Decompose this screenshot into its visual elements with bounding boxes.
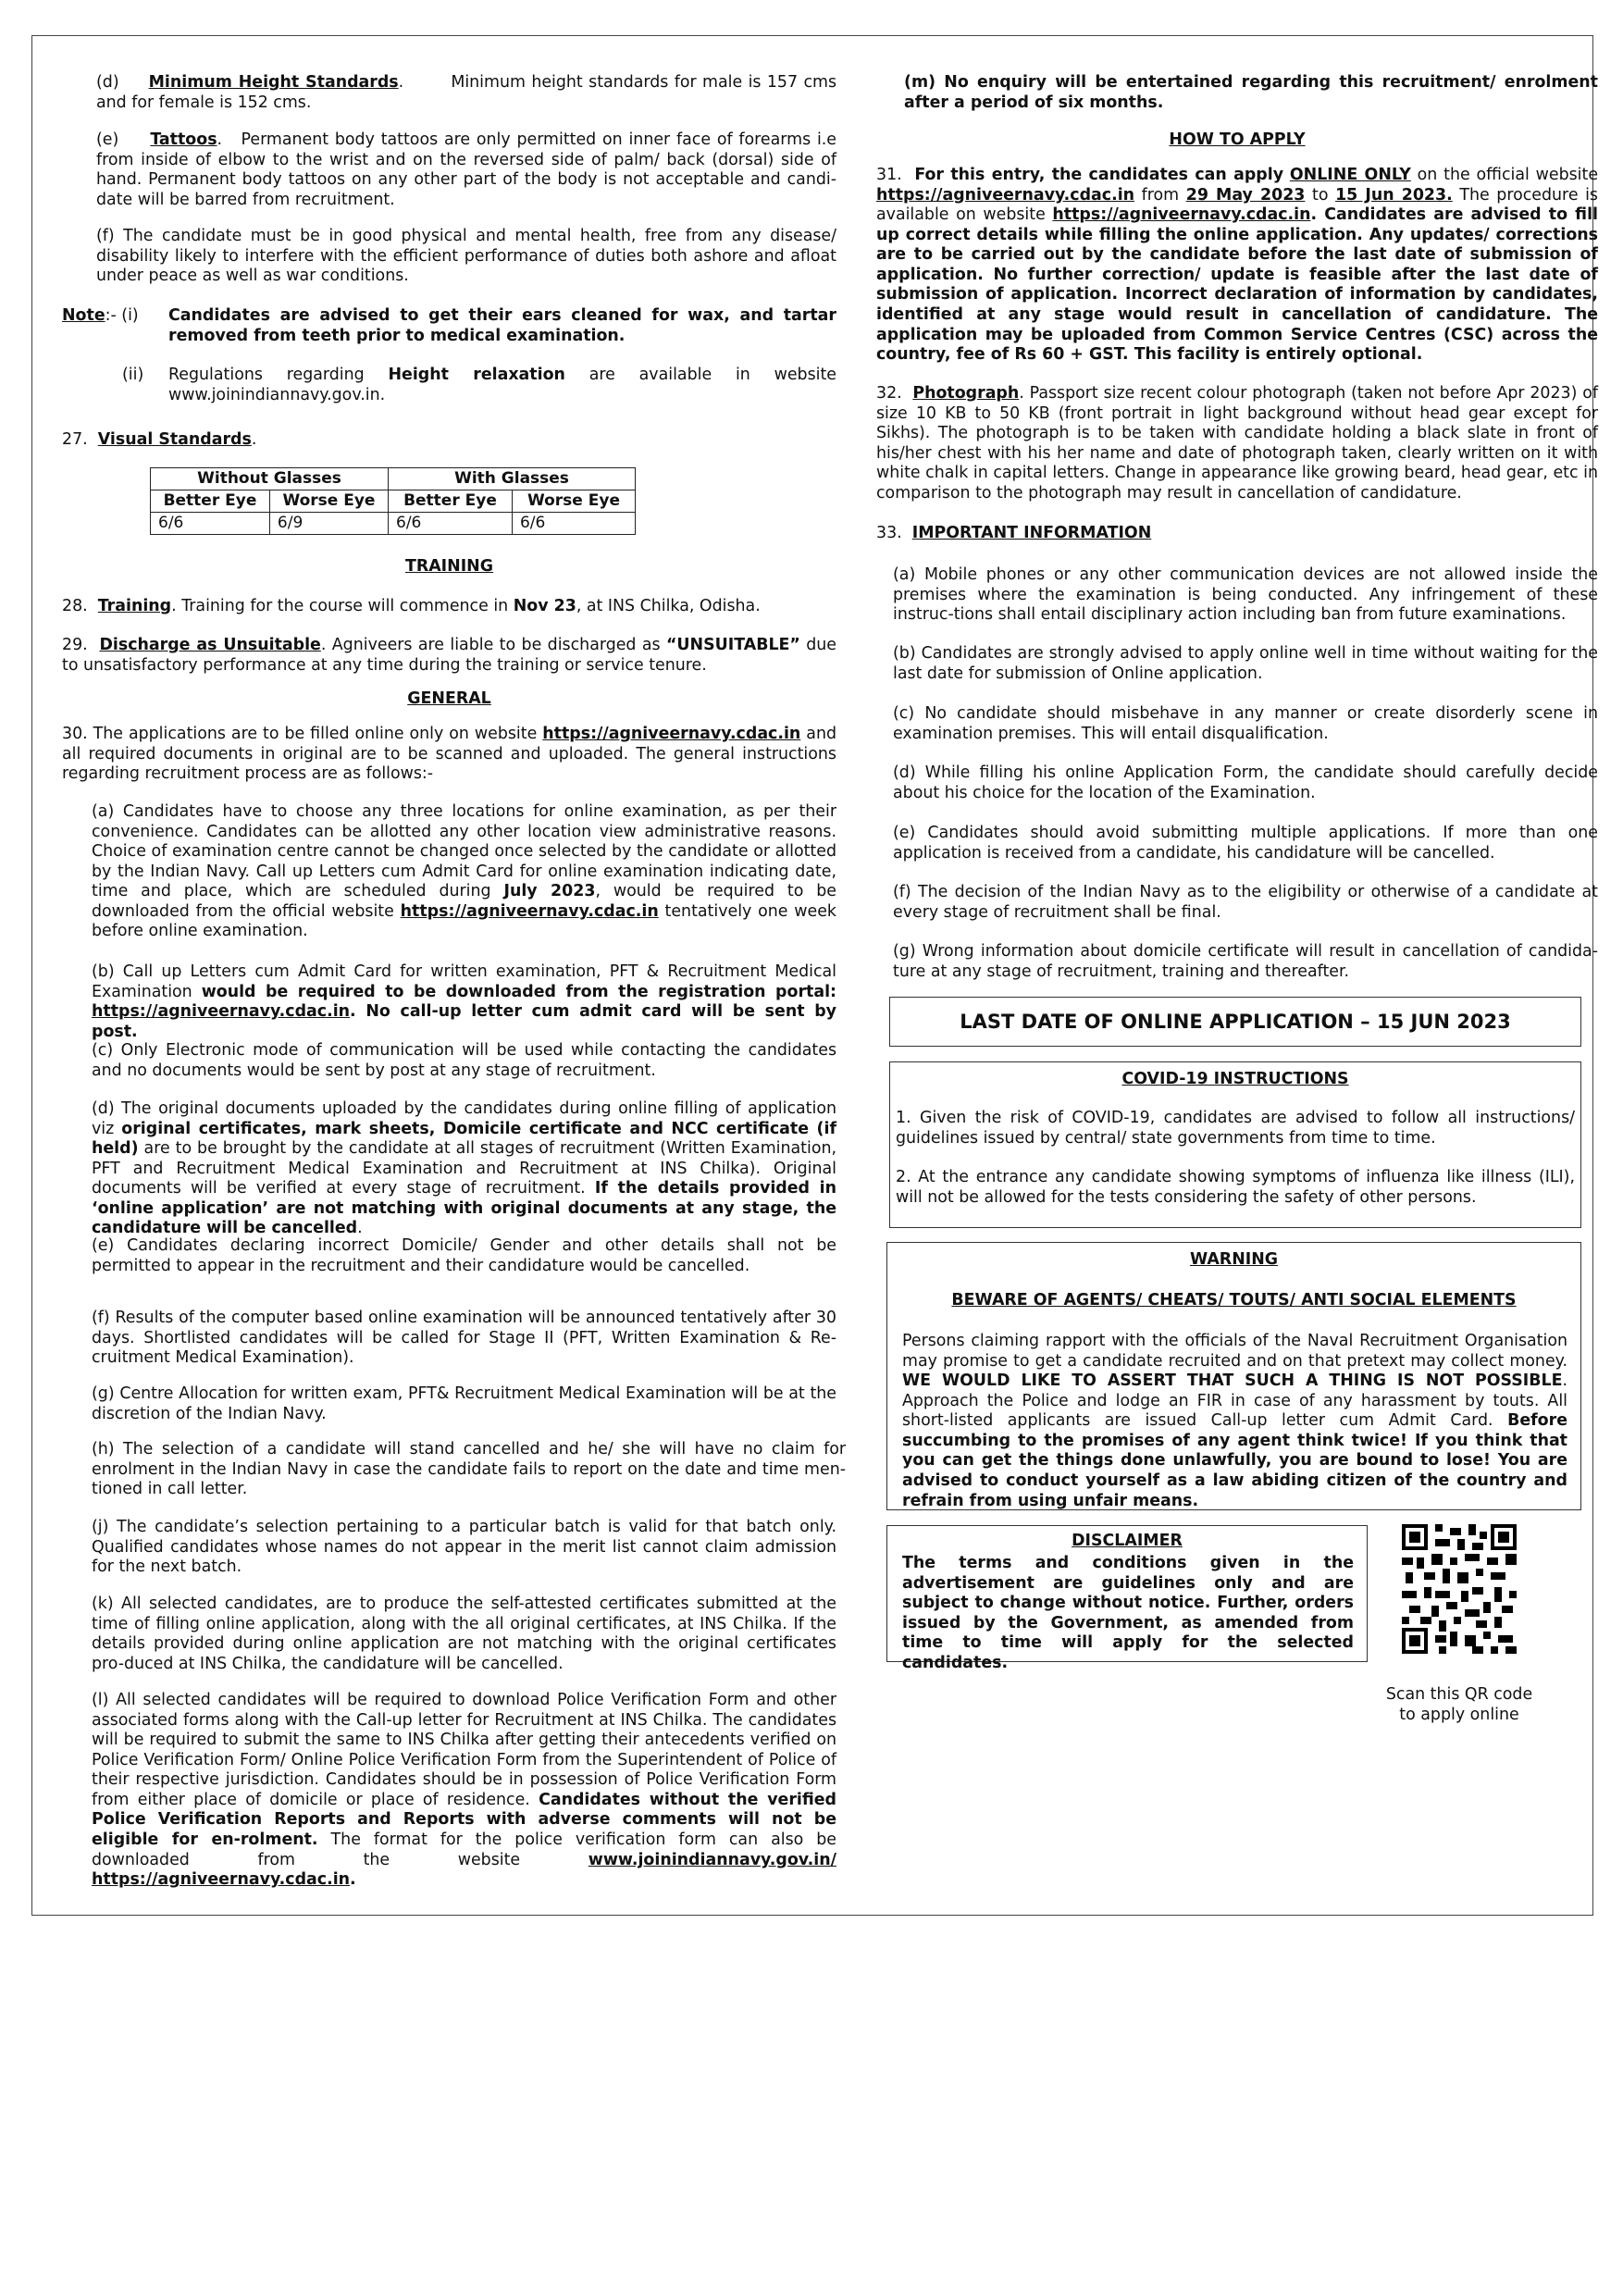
para-general-j: (j) The candidate’s selection pertaining to a particular batch is valid for that batch only. Qualified candidates whose names do not appear in the merit list cannot claim admission for the next batch. — [92, 1518, 836, 1577]
link-agniveernavy[interactable]: https://agniveernavy.cdac.in — [876, 185, 1135, 205]
para-general-b: (b) Call up Letters cum Admit Card for written examination, PFT & Recruitment Medical Examination would be required to be downloaded from the registration portal: https://agniveernavy.cdac.in. No call-up letter cum admit card will be sent by post. — [92, 962, 836, 1041]
imp-item: (e) Candidates should avoid submitting multiple applications. If more than one application is received from a candidate, his candidature will be cancelled. — [893, 824, 1598, 863]
para-m: (m) No enquiry will be entertained regarding this recruitment/ enrolment after a period of six months. — [904, 73, 1598, 112]
link-joinindiannavy[interactable]: www.joinindiannavy.gov.in/ — [588, 1850, 836, 1869]
beware-heading: BEWARE OF AGENTS/ CHEATS/ TOUTS/ ANTI SOCIAL ELEMENTS — [951, 1291, 1517, 1309]
heading-how-to-apply: HOW TO APPLY — [1169, 130, 1306, 149]
para-31: 31. For this entry, the candidates can apply ONLINE ONLY on the official website https://agniveernavy.cdac.in from 29 May 2023 to 15 Jun 2023. The procedure is available on website https://agniveernavy.cdac.in. Candidates are advised to fill up correct details while filling the online application. Any updates/ corrections are to be carried out by the candidate before the last date of submission of application. No further correction/ update is feasible after the last date of submission of application. Incorrect declaration of information by candidates, identified at any stage would result in cancellation of candidature. The application may be uploaded from Common Service Centres (CSC) across the country, fee of Rs 60 + GST. This facility is entirely optional. — [876, 166, 1599, 365]
note-ii: Regulations regarding Height relaxation are available in website www.joinindiannavy.gov.in. — [168, 366, 836, 404]
imp-item: (g) Wrong information about domicile certificate will result in cancellation of candida-ture at any stage of recruitment, training and thereafter. — [893, 942, 1598, 981]
note-i: Candidates are advised to get their ears cleaned for wax, and tartar removed from teeth prior to medical examination. — [168, 306, 836, 345]
para-28: 28. Training. Training for the course will commence in Nov 23, at INS Chilka, Odisha. — [62, 597, 761, 615]
last-date-box — [889, 997, 1581, 1047]
para-general-h: (h) The selection of a candidate will stand cancelled and he/ she will have no claim for enrolment in the Indian Navy in case the candidate fails to report on the date and time men-tioned in call letter. — [92, 1440, 846, 1499]
para-health: (f) The candidate must be in good physical and mental health, free from any disease/ disability likely to interfere with the efficient performance of duties both ashore and afloat under peace as well as war conditions. — [96, 227, 836, 286]
para-general-c: (c) Only Electronic mode of communication will be used while contacting the candidates and no documents would be sent by post at any stage of recruitment. — [92, 1041, 836, 1080]
qr-code-icon[interactable] — [1402, 1523, 1517, 1655]
covid-box — [889, 1061, 1581, 1228]
para-general-a: (a) Candidates have to choose any three locations for online examination, as per their convenience. Candidates can be allotted any other location view administrative reasons. Choice of examination centre cannot be changed once selected by the candidate or allotted by the Indian Navy. Call up Letters cum Admit Card for online examination indicating date, time and place, which are scheduled during July 2023, would be required to be downloaded from the official website https://agniveernavy.cdac.in tentatively one week before online examination. — [92, 802, 837, 941]
para-visual-standards: 27. Visual Standards. — [62, 430, 257, 449]
min-height-title: Minimum Height Standards — [148, 73, 399, 92]
note-label: Note — [62, 306, 105, 325]
link-agniveernavy[interactable]: https://agniveernavy.cdac.in — [92, 1002, 351, 1022]
para-29: 29. Discharge as Unsuitable. Agniveers are liable to be discharged as “UNSUITABLE” due to unsatisfactory performance at any time during the training or service tenure. — [62, 636, 837, 675]
para-30: 30. The applications are to be filled online only on website https://agniveernavy.cdac.in and all required documents in original are to be scanned and uploaded. The general instructions regarding recruitment process are as follows:- — [62, 725, 837, 784]
warning-heading: WARNING — [1189, 1250, 1279, 1269]
imp-item: (a) Mobile phones or any other communication devices are not allowed inside the premises where the examination is being conducted. Any infringement of these instruc-tions shall entail disciplinary action including ban from future examinations. — [893, 565, 1598, 625]
para-general-l: (l) All selected candidates will be required to download Police Verification Form and other associated forms along with the Call-up letter for Recruitment at INS Chilka. The candidates will be required to submit the same to INS Chilka after getting their antecedents verified on Police Verification Form/ Online Police Verification Form from the Superintendent of Police of their respective jurisdiction. Candidates should be in possession of Police Verification Form from either place of domicile or place of residence. Candidates without the verified Police Verification Reports and Reports with adverse comments will not be eligible for en-rolment. The format for the police verification form can also be downloaded from the website www.joinindiannavy.gov.in/ https://agniveernavy.cdac.in. — [92, 1691, 837, 1890]
imp-item: (b) Candidates are strongly advised to apply online well in time without waiting for the last date for submission of Online application. — [893, 644, 1598, 683]
last-date-text: LAST DATE OF ONLINE APPLICATION – 15 JUN 2023 — [960, 1010, 1511, 1033]
disclaimer-text: The terms and conditions given in the advertisement are guidelines only and are subject to change without notice. Further, orders issued by the Government, as amended from time to time will apply for the selected candidates. — [902, 1554, 1354, 1672]
heading-general: GENERAL — [407, 689, 491, 708]
tattoos-title: Tattoos — [150, 130, 217, 149]
imp-item: (f) The decision of the Indian Navy as to the eligibility or otherwise of a candidate at every stage of recruitment shall be final. — [893, 883, 1598, 922]
covid-item-1: 1. Given the risk of COVID-19, candidates are advised to follow all instructions/ guidelines issued by central/ state governments from time to time. — [896, 1109, 1575, 1148]
warning-text: Persons claiming rapport with the officials of the Naval Recruitment Organisation may promise to get a candidate recruited and on that pretext may collect money. WE WOULD LIKE TO ASSERT THAT SUCH A THING IS NOT POSSIBLE. Approach the Police and lodge an FIR in case of any harassment by touts. All short-listed applicants are issued Call-up letter cum Admit Card. Before succumbing to the promises of any agent think twice! If you think that you can get the things done unlawfully, you are bound to lose! You are advised to conduct yourself as a law abiding citizen of the country and refrain from using unfair means. — [902, 1332, 1567, 1510]
qr-caption: Scan this QR code to apply online — [1385, 1685, 1533, 1724]
warning-box — [886, 1242, 1581, 1510]
link-agniveernavy[interactable]: https://agniveernavy.cdac.in — [1052, 205, 1311, 225]
para-33: 33. IMPORTANT INFORMATION — [876, 524, 1152, 542]
heading-training: TRAINING — [404, 557, 494, 576]
covid-heading: COVID-19 INSTRUCTIONS — [1121, 1070, 1349, 1088]
para-tattoos: (e) Tattoos. Permanent body tattoos are only permitted on inner face of forearms i.e from inside of elbow to the wrist and on the reversed side of palm/ back (dorsal) side of hand. Permanent body tattoos on any other part of the body is not acceptable and candi-date will be barred from recruitment. — [96, 130, 836, 209]
para-general-d: (d) The original documents uploaded by the candidates during online filling of application viz original certificates, mark sheets, Domicile certificate and NCC certificate (if held) are to be brought by the candidate at all stages of recruitment (Written Examination, PFT and Recruitment Medical Examination and Recruitment at INS Chilka). Original documents will be verified at every stage of recruitment. If the details provided in ‘online application’ are not matching with original documents at any stage, the candidature will be cancelled. — [92, 1099, 837, 1238]
covid-item-2: 2. At the entrance any candidate showing symptoms of influenza like illness (ILI), will not be allowed for the tests considering the safety of other persons. — [896, 1168, 1575, 1207]
disclaimer-heading: DISCLAIMER — [1072, 1532, 1183, 1550]
para-general-g: (g) Centre Allocation for written exam, PFT& Recruitment Medical Examination will be at the discretion of the Indian Navy. — [92, 1384, 836, 1423]
imp-item: (d) While filling his online Application Form, the candidate should carefully decide about his choice for the location of the Examination. — [893, 763, 1598, 802]
para-32: 32. Photograph. Passport size recent colour photograph (taken not before Apr 2023) of size 10 KB to 50 KB (front portrait in light background without head gear except for Sikhs). The photograph is to be taken with candidate holding a black slate in front of his/her chest with his her name and date of photograph taken, clearly written on it with white chalk in capital letters. Change in appearance like growing beard, head gear, etc in comparison to the photograph may result in cancellation of candidature. — [876, 384, 1598, 503]
para-min-height: (d) Minimum Height Standards. Minimum height standards for male is 157 cms and for female is 152 cms. — [96, 73, 837, 112]
page-frame — [31, 35, 1599, 1916]
link-agniveernavy[interactable]: https://agniveernavy.cdac.in — [542, 725, 801, 743]
para-general-e: (e) Candidates declaring incorrect Domicile/ Gender and other details shall not be permitted to appear in the recruitment and their candidature would be cancelled. — [92, 1236, 836, 1275]
link-agniveernavy[interactable]: https://agniveernavy.cdac.in — [400, 901, 659, 921]
imp-item: (c) No candidate should misbehave in any manner or create disorderly scene in examination premises. This will entail disqualification. — [893, 704, 1598, 743]
para-general-f: (f) Results of the computer based online examination will be announced tentatively after 30 days. Shortlisted candidates will be called for Stage II (PFT, Written Examination & Re-cruitment Medical Examination). — [92, 1309, 836, 1368]
para-general-k: (k) All selected candidates, are to produce the self-attested certificates submitted at the time of filling online application, along with the all original certificates, at INS Chilka. If the details provided during online application are not matching with the original certificates pro-duced at INS Chilka, the candidature will be cancelled. — [92, 1595, 836, 1673]
note-block: Note:- (i) Candidates are advised to get their ears cleaned for wax, and tartar removed from teeth prior to medical examination. (ii) Regulations regarding Height relaxation are available in website www.joinindiannavy.gov.in. — [62, 306, 836, 404]
disclaimer-box — [886, 1525, 1368, 1672]
link-agniveernavy[interactable]: https://agniveernavy.cdac.in — [92, 1870, 351, 1890]
visual-standards-table: Without Glasses With Glasses Better Eye Worse Eye Better Eye Worse Eye 6/6 6/9 6/6 6/6 — [150, 467, 636, 535]
